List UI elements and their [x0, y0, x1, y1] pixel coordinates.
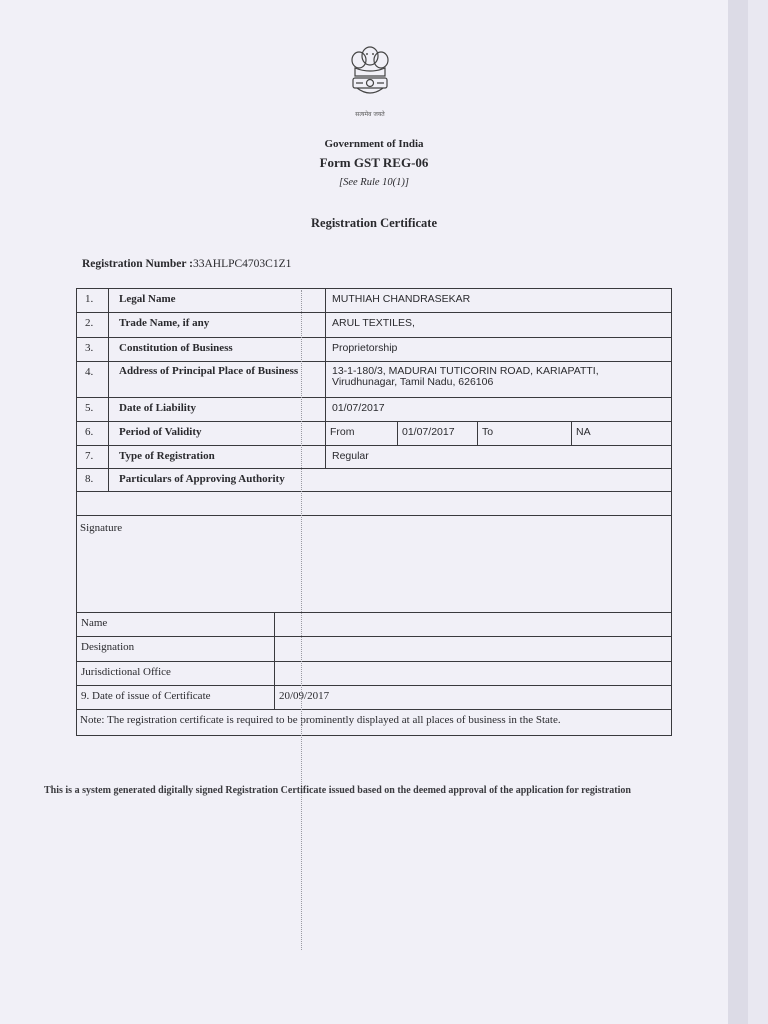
row-value: Regular — [325, 446, 671, 468]
note-row — [77, 710, 671, 735]
government-heading: Government of India — [324, 138, 424, 150]
table-row — [77, 446, 671, 469]
row-value: Proprietorship — [325, 338, 671, 361]
note-text: Note: The registration certificate is required to be prominently displayed at all places of business in the State. — [80, 714, 561, 726]
certificate-title: Registration Certificate — [311, 216, 437, 230]
row-label: Address of Principal Place of Business — [119, 365, 299, 377]
row-number: 8. — [77, 469, 109, 491]
row-number: 4. — [77, 362, 109, 397]
row-value: MUTHIAH CHANDRASEKAR — [325, 289, 671, 312]
emblem-motto: सत्यमेव जयते — [355, 111, 385, 118]
row-label: Legal Name — [119, 293, 176, 305]
row-label: Date of Liability — [119, 402, 196, 414]
issue-date-row — [77, 686, 671, 710]
page-edge — [728, 0, 748, 1024]
row-number: 2. — [77, 313, 109, 337]
office-row — [77, 662, 671, 686]
row-value: ARUL TEXTILES, — [325, 313, 671, 337]
row-label: Particulars of Approving Authority — [119, 473, 285, 485]
office-label: Jurisdictional Office — [77, 662, 275, 685]
designation-label: Designation — [77, 637, 275, 661]
issue-date-value: 20/09/2017 — [279, 690, 330, 702]
row-label: Trade Name, if any — [119, 317, 210, 329]
issue-date-label: 9. Date of issue of Certificate — [77, 686, 275, 709]
table-row — [77, 422, 671, 446]
row-number: 6. — [77, 422, 109, 445]
signature-label: Signature — [80, 522, 123, 534]
row-label: Constitution of Business — [119, 342, 233, 354]
form-title: Form GST REG-06 — [319, 155, 429, 170]
registration-number — [82, 258, 291, 270]
designation-row — [77, 637, 671, 662]
row-number: 1. — [77, 289, 109, 312]
validity-to-value: NA — [576, 426, 591, 438]
table-row — [77, 469, 671, 492]
table-row — [77, 313, 671, 338]
row-number: 3. — [77, 338, 109, 361]
signature-row — [77, 516, 671, 613]
row-value: 13-1-180/3, MADURAI TUTICORIN ROAD, KARIAPATTI, Virudhunagar, Tamil Nadu, 626106 — [325, 362, 671, 397]
footer-note: This is a system generated digitally signed Registration Certificate issued based on the deemed approval of the application for registration — [44, 785, 631, 796]
office-value — [275, 662, 671, 685]
designation-value — [275, 637, 671, 661]
registration-number-label: Registration Number : — [82, 258, 193, 270]
row-number: 7. — [77, 446, 109, 468]
row-label: Period of Validity — [119, 426, 202, 438]
registration-table — [76, 288, 672, 736]
table-row — [77, 398, 671, 422]
registration-number-value: 33AHLPC4703C1Z1 — [192, 258, 292, 270]
rule-reference: [See Rule 10(1)] — [339, 177, 409, 188]
fold-line — [301, 290, 302, 950]
row-number: 5. — [77, 398, 109, 421]
name-value — [275, 613, 671, 636]
table-row — [77, 362, 671, 398]
validity-from-value: 01/07/2017 — [398, 422, 478, 445]
name-row — [77, 613, 671, 637]
name-label: Name — [77, 613, 275, 636]
table-row — [77, 338, 671, 362]
table-row — [77, 289, 671, 313]
blank-row — [77, 492, 671, 516]
row-label: Type of Registration — [119, 450, 215, 462]
validity-to-label: To — [478, 422, 572, 445]
validity-cell — [325, 422, 671, 445]
row-value: 01/07/2017 — [325, 398, 671, 421]
validity-from-label: From — [326, 422, 398, 445]
